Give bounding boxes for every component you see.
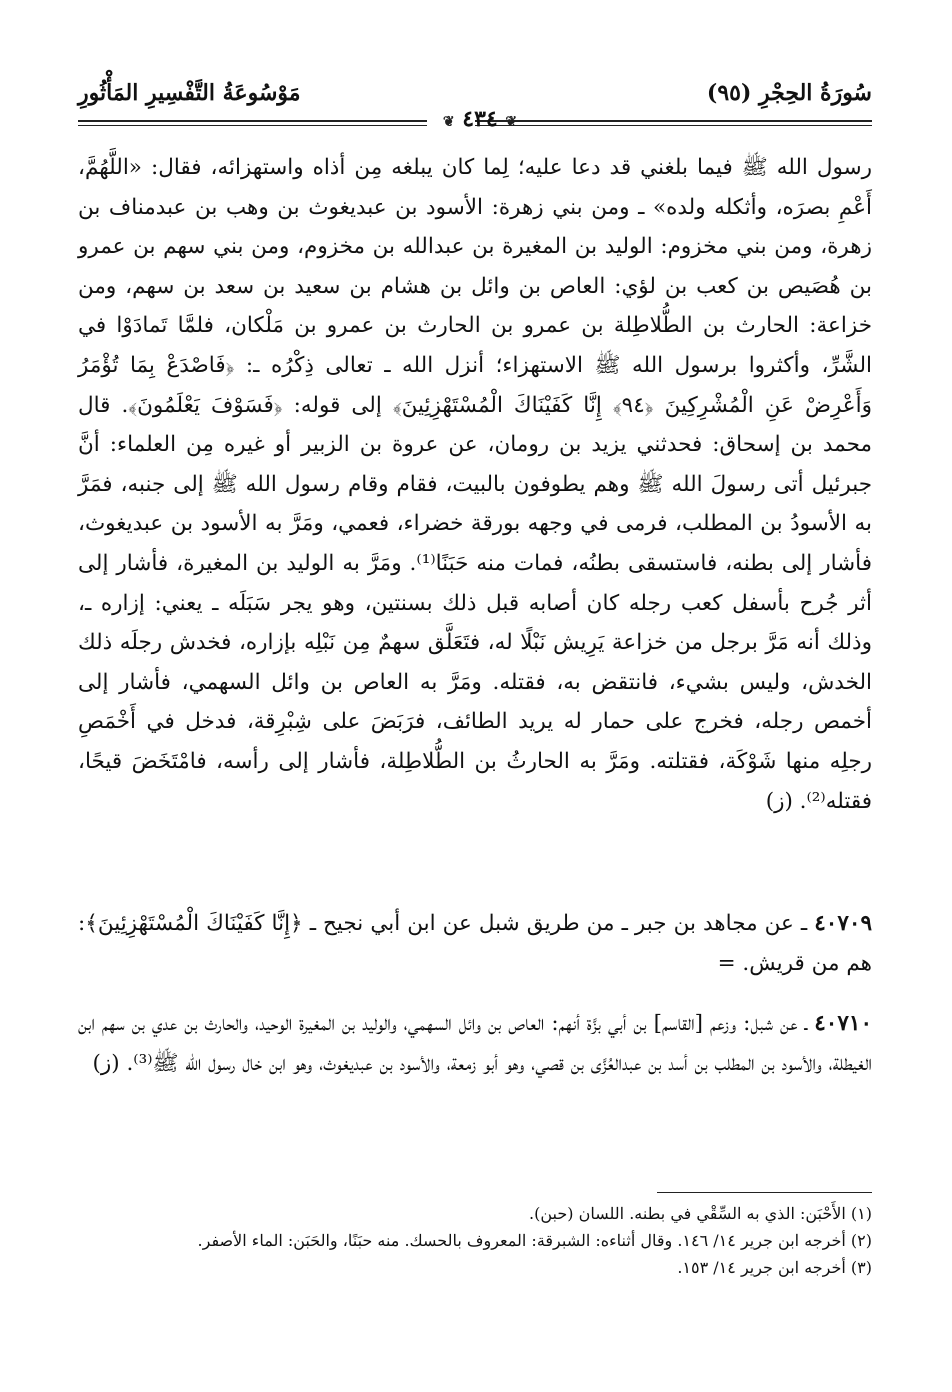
hadith-text: ـ عن مجاهد بن جبر ـ من طريق شبل عن ابن أبي نجيح ـ ﴿إِنَّا كَفَيْنَاكَ الْمُسْتَهْزِئِينَ﴾: هم من قريش. = — [78, 911, 872, 976]
footnote-3: (٣) أخرجه ابن جرير ١٤/ ١٥٣. — [677, 1258, 872, 1277]
book-title: مَوْسُوعَةُ التَّفْسِيرِ المَأْثُورِ — [78, 80, 301, 106]
page-number — [425, 106, 535, 132]
paragraph: رسول الله ﷺ فيما بلغني قد دعا عليه؛ لِما كان يبلغه مِن أذاه واستهزائه، فقال: «اللَّهُمَّ، أَعْمِ بصرَه، وأثكله ولده» ـ ومن بني زهرة: الأسود بن عبديغوث بن وهب بن عبدمناف بن زهرة، ومن بني مخزوم: الوليد بن المغيرة بن عبدالله بن مخزوم، ومن بني سهم بن عمرو بن هُصَيص بن كعب بن لؤي: العاص بن وائل بن هشام بن سعيد بن سعد بن سهم، ومن خزاعة: الحارث بن الطُّلاطِلة بن عمرو بن الحارث بن عمرو بن مَلْكان، فلمَّا تَمادَوْا في الشَّرِّ، وأكثروا برسول الله ﷺ الاستهزاء؛ أنزل الله ـ تعالى ذِكْرُه ـ: ﴿فَاصْدَعْ بِمَا تُؤْمَرُ وَأَعْرِضْ عَنِ الْمُشْرِكِينَ ﴿٩٤﴾ إِنَّا كَفَيْنَاكَ الْمُسْتَهْزِئِينَ﴾ إلى قوله: ﴿فَسَوْفَ يَعْلَمُونَ﴾. قال محمد بن إسحاق: فحدثني يزيد بن رومان، عن عروة بن الزبير أو غيره مِن العلماء: أنَّ جبرئيل أتى رسولَ الله ﷺ وهم يطوفون بالبيت، فقام وقام رسول الله ﷺ إلى جنبه، فمَرَّ به الأسودُ بن المطلب، فرمى في وجهه بورقة خضراء، فعمي، ومَرَّ به الأسود بن عبديغوث، فأشار إلى بطنه، فاستسقى بطنُه، فمات منه حَبَنًا⁽¹⁾. ومَرَّ به الوليد بن المغيرة، فأشار إلى أثر جُرح بأسفل كعب رجله كان أصابه قبل ذلك بسنتين، وهو يجر سَبَلَه ـ يعني: إزاره ـ، وذلك أنه مَرَّ برجل من خزاعة يَرِيش نَبْلًا له، فتَعَلَّق سهمٌ مِن نَبْلِه بإزاره، فخدش رجلَه ذلك الخدش، وليس بشيء، فانتقض به، فقتله. ومَرَّ به العاص بن وائل السهمي، فأشار إلى أخمص رجله، فخرج على حمار له يريد الطائف، فرَبَضَ على شِبْرِقة، فدخل في أَخْمَصِ رجلِه منها شَوْكَة، فقتلته. ومَرَّ به الحارثُ بن الطُّلاطِلة، فأشار إلى رأسه، فامْتَخَضَ قيحًا، فقتله⁽²⁾. (ز) — [78, 155, 872, 814]
footnote-1: (١) الأَحْبَن: الذي به السِّقْي في بطنه. اللسان (حبن). — [529, 1204, 872, 1223]
surah-title: سُورَةُ الحِجْرِ (٩٥) — [706, 80, 872, 106]
hadith-text: ـ عن شبل: وزعم [القاسم] بن أبي بزَّة أنهم: العاص بن وائل السهمي، والوليد بن المغيرة الوحيد، والحارث بن عدي بن سهم ابن الغيطلة، والأسود بن المطلب بن أسد بن عبدالعُزَّى بن قصي، وهو أبو زمعة، والأسود بن عبديغوث، وهو ابن خال رسول الله ﷺ⁽³⁾. (ز) — [78, 1011, 872, 1076]
hadith-paragraph — [78, 904, 872, 983]
main-text — [78, 148, 872, 821]
hadith-40710 — [78, 1004, 872, 1083]
header-rule-left-thin — [78, 125, 427, 126]
footnote-2: (٢) أخرجه ابن جرير ١٤/ ١٤٦. وقال أثناءه: الشبرقة: المعروف بالحسك. منه حبَنًا، والحَبَن: الماء الأصفر. — [197, 1231, 872, 1250]
hadith-paragraph — [78, 1004, 872, 1083]
footnotes — [78, 1200, 872, 1281]
header-rule-left — [78, 120, 427, 122]
footnote-rule — [657, 1192, 872, 1193]
ornament-icon: ❦ — [442, 114, 455, 130]
page-number-value: ٤٣٤ — [462, 106, 498, 132]
ornament-icon: ❦ — [505, 114, 518, 130]
hadith-number: ٤٠٧٠٩ — [814, 911, 872, 936]
hadith-40709 — [78, 904, 872, 983]
hadith-number: ٤٠٧١٠ — [814, 1011, 872, 1036]
